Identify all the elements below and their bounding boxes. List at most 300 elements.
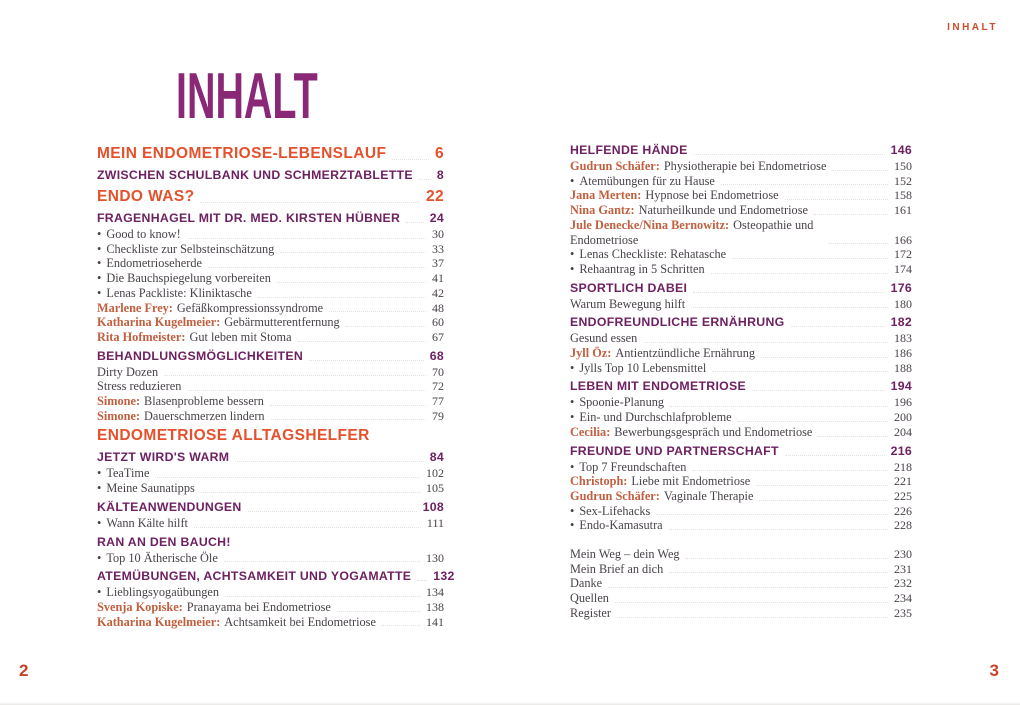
entry-page-number: 130 [426,550,444,565]
toc-entry [97,394,444,409]
entry-label [570,203,808,218]
entry-author-name: Rita Hofmeister: [97,329,186,344]
entry-page-number: 72 [432,379,444,394]
dotted-leader [712,371,888,372]
toc-entry [570,576,912,591]
toc-entry [97,426,444,445]
toc-entry [570,203,912,218]
entry-page-number: 41 [432,271,444,286]
toc-entry [570,262,912,277]
entry-label [97,330,292,345]
entry-author-name: Gudrun Schäfer: [570,159,660,173]
dotted-leader [208,267,426,268]
entry-page-number: 225 [894,488,912,503]
entry-text: Pranayama bei Endometriose [186,599,331,614]
entry-label [570,562,663,577]
entry-label [97,466,149,481]
entry-page-number: 232 [894,576,912,591]
entry-label [570,346,755,361]
entry-text: Danke [570,576,603,591]
entry-label [97,144,386,163]
dotted-leader [337,611,420,612]
bullet-icon: • [570,261,575,276]
dotted-leader [392,159,429,160]
entry-label [97,301,323,316]
entry-text: Good to know! [106,227,181,241]
entry-text: ENDOFREUNDLICHE ERNÄHRUNG [570,315,785,330]
entry-text: Antientzündliche Ernährung [615,346,755,361]
entry-text: Sex-Lifehacks [579,503,651,518]
entry-author-name: Cecilia: [570,424,611,439]
toc-right-column [570,142,912,621]
toc-entry [570,346,912,361]
entry-label [97,426,370,445]
entry-text: Stress reduzieren [97,379,182,394]
entry-page-number: 174 [894,261,912,276]
entry-label [97,187,194,206]
entry-label [97,600,331,615]
entry-page-number: 70 [432,364,444,379]
bullet-icon: • [570,503,575,518]
dotted-leader [818,436,888,437]
toc-entry [570,474,912,489]
dotted-leader [670,406,888,407]
entry-label [570,460,686,475]
entry-label [570,425,812,440]
toc-entry [570,504,912,519]
entry-text: KÄLTEANWENDUNGEN [97,499,242,514]
dotted-leader [248,511,417,512]
entry-label [97,516,188,531]
dotted-leader [271,419,426,420]
dotted-leader [346,326,426,327]
entry-text: Spoonie-Planung [579,395,665,410]
entry-page-number: 6 [434,145,444,162]
toc-entry [570,489,912,504]
entry-page-number: 216 [890,443,912,458]
entry-author-name: Marlene Frey: [97,300,173,315]
toc-entry [570,159,912,174]
entry-text: Dauerschmerzen lindern [144,408,265,423]
dotted-leader [711,273,888,274]
dotted-leader [187,390,426,391]
entry-text: Lenas Packliste: Kliniktasche [106,285,252,300]
entry-page-number: 200 [894,410,912,425]
dotted-leader [615,602,888,603]
entry-label [97,256,202,271]
entry-author-name: Svenja Kopiske: [97,599,183,614]
entry-page-number: 102 [426,466,444,481]
entry-author-name: Katharina Kugelmeier: [97,614,221,629]
entry-label [570,247,726,262]
dotted-leader [419,179,431,180]
entry-page-number: 234 [894,591,912,606]
entry-text: Lenas Checkliste: Rehatasche [579,247,727,262]
toc-entry [97,210,444,226]
entry-label [97,167,413,183]
entry-page-number: 231 [894,561,912,576]
entry-label [97,227,181,242]
toc-entry [570,142,912,158]
dotted-leader [828,243,888,244]
entry-page-number: 194 [890,379,912,394]
entry-text: Rehaantrag in 5 Schritten [579,261,705,276]
entry-author-name: Simone: [97,394,141,409]
entry-text: Gesund essen [570,331,638,346]
dotted-leader [258,297,426,298]
toc-entry [97,286,444,301]
entry-text: Endometrioseherde [106,256,202,271]
entry-label [570,547,680,562]
toc-entry [97,409,444,424]
dotted-leader [752,390,885,391]
entry-text: LEBEN MIT ENDOMETRIOSE [570,379,747,394]
dotted-leader [406,222,424,223]
entry-label [97,615,376,630]
toc-entry [97,348,444,364]
dotted-leader [270,405,426,406]
dotted-leader [201,492,420,493]
entry-page-number: 221 [894,474,912,489]
entry-label [97,210,400,226]
page-title: INHALT [176,59,318,133]
entry-page-number: 235 [894,605,912,620]
toc-entry [570,378,912,394]
entry-text: Die Bauchspiegelung vorbereiten [106,271,271,286]
dotted-leader [417,580,427,581]
toc-entry [570,174,912,189]
dotted-leader [692,470,888,471]
dotted-leader [155,477,420,478]
entry-label [97,379,181,394]
toc-entry [570,297,912,312]
dotted-leader [200,202,419,203]
toc-entry [570,218,912,247]
entry-author-name: Jule Denecke/Nina Bernowitz: [570,217,730,232]
dotted-leader [791,326,885,327]
entry-page-number: 138 [426,599,444,614]
bullet-icon: • [570,459,575,474]
entry-text: Jylls Top 10 Lebensmittel [579,360,707,375]
dotted-leader [382,625,420,626]
toc-entry [570,361,912,376]
entry-page-number: 161 [894,203,912,218]
dotted-leader [656,514,888,515]
entry-text: Warum Bewegung hilft [570,296,686,311]
entry-label [570,331,637,346]
entry-label [570,378,746,394]
entry-text: Naturheilkunde und Endometriose [638,203,808,218]
entry-label [97,568,411,584]
entry-text: MEIN ENDOMETRIOSE-LEBENSLAUF [97,145,387,162]
running-head: INHALT [947,22,998,33]
bullet-icon: • [97,256,102,271]
entry-text: HELFENDE HÄNDE [570,143,688,157]
toc-entry [97,315,444,330]
bullet-icon: • [570,410,575,425]
toc-entry [97,271,444,286]
bullet-icon: • [570,518,575,533]
entry-label [570,504,650,519]
entry-author-name: Jana Merten: [570,188,642,203]
entry-author-name: Christoph: [570,474,628,489]
entry-text: Liebe mit Endometriose [631,474,751,489]
dotted-leader [785,199,888,200]
entry-label [570,218,822,247]
dotted-leader [669,529,888,530]
entry-label [570,576,602,591]
toc-entry [97,144,444,163]
bullet-icon: • [97,271,102,286]
toc-entry [97,499,444,515]
entry-text: RAN AN DEN BAUCH! [97,534,231,549]
entry-label [570,280,687,296]
dotted-leader [329,311,426,312]
entry-text: Lieblingsyogaübungen [106,585,220,600]
bullet-icon: • [97,481,102,496]
dotted-leader [693,292,884,293]
toc-entry [97,187,444,206]
dotted-leader [686,558,888,559]
entry-label [570,518,663,533]
dotted-leader [785,455,885,456]
entry-label [570,489,753,504]
entry-label [97,481,195,496]
entry-author-name: Nina Gantz: [570,203,635,218]
entry-text: Blasenprobleme bessern [144,394,264,409]
dotted-leader [277,282,426,283]
bullet-icon: • [97,285,102,300]
entry-page-number: 132 [433,569,455,584]
entry-page-number: 204 [894,424,912,439]
entry-page-number: 228 [894,518,912,533]
entry-page-number: 196 [894,395,912,410]
toc-left-column [97,144,455,629]
entry-text: TeaTime [106,466,150,481]
entry-label [570,262,705,277]
entry-text: Ein- und Durchschlafprobleme [579,410,732,425]
toc-entry [570,395,912,410]
entry-page-number: 182 [890,315,912,330]
bullet-icon: • [570,360,575,375]
dotted-leader [691,307,888,308]
entry-page-number: 150 [894,159,912,173]
entry-label [570,591,609,606]
entry-label [570,142,688,158]
entry-label [97,394,264,409]
entry-text: Gut leben mit Stoma [189,329,292,344]
toc-entry [97,365,444,380]
dotted-leader [617,617,888,618]
toc-entry [97,301,444,316]
entry-text: Top 10 Ätherische Öle [106,550,218,565]
bullet-icon: • [97,241,102,256]
toc-entry [97,481,444,496]
dotted-leader [164,375,426,376]
entry-label [570,174,715,189]
entry-text: Osteopathie und Endometriose [570,217,814,247]
entry-label [570,443,779,459]
entry-author-name: Gudrun Schäfer: [570,488,660,503]
toc-entry [97,534,444,550]
entry-page-number: 77 [432,394,444,409]
toc-entry [97,330,444,345]
entry-page-number: 141 [426,614,444,629]
entry-text: Achtsamkeit bei Endometriose [224,614,376,629]
dotted-leader [832,170,888,171]
entry-page-number: 166 [894,232,912,247]
toc-entry [97,568,455,584]
entry-label [97,409,265,424]
bullet-icon: • [97,585,102,600]
toc-entry [97,466,444,481]
entry-author-name: Jyll Öz: [570,346,612,361]
toc-entry [97,256,444,271]
entry-label [570,361,706,376]
folio-right: 3 [989,661,999,680]
entry-label [97,242,274,257]
toc-entry [570,562,912,577]
dotted-leader [224,561,420,562]
entry-page-number: 79 [432,408,444,423]
entry-text: FREUNDE UND PARTNERSCHAFT [570,443,779,458]
entry-label [570,395,664,410]
toc-entry [570,331,912,346]
bullet-icon: • [97,227,102,241]
toc-entry [570,247,912,262]
entry-label [570,188,779,203]
dotted-leader [225,596,420,597]
entry-text: ATEMÜBUNGEN, ACHTSAMKEIT UND YOGAMATTE [97,569,412,584]
entry-text: ENDOMETRIOSE ALLTAGSHELFER [97,427,370,445]
entry-text: ENDO WAS? [97,188,195,205]
entry-page-number: 67 [432,329,444,344]
entry-page-number: 230 [894,547,912,562]
entry-page-number: 180 [894,296,912,311]
toc-entry [97,516,444,531]
entry-text: Mein Weg – dein Weg [570,547,680,562]
entry-page-number: 111 [426,515,444,530]
toc-entry [97,242,444,257]
toc-entry [570,314,912,330]
entry-page-number: 218 [894,459,912,474]
toc-entry [570,460,912,475]
entry-text: Physiotherapie bei Endometriose [663,159,827,173]
entry-text: Hypnose bei Endometriose [645,188,779,203]
entry-label [570,314,785,330]
dotted-leader [235,461,423,462]
bullet-icon: • [97,515,102,530]
entry-text: SPORTLICH DABEI [570,280,688,295]
entry-page-number: 134 [426,585,444,600]
entry-author-name: Katharina Kugelmeier: [97,315,221,330]
entry-label [97,585,219,600]
bullet-icon: • [97,550,102,565]
entry-text: Vaginale Therapie [663,488,754,503]
folio-left: 2 [19,661,29,680]
dotted-leader [694,154,885,155]
entry-label [97,315,340,330]
toc-entry [570,410,912,425]
toc-entry [570,188,912,203]
toc-entry [97,379,444,394]
toc-entry [97,585,444,600]
entry-page-number: 146 [890,143,912,157]
entry-page-number: 48 [432,300,444,315]
dotted-leader [721,184,888,185]
entry-label [97,449,229,465]
entry-text: Top 7 Freundschaften [579,459,687,474]
entry-text: Dirty Dozen [97,364,159,379]
entry-page-number: 105 [426,481,444,496]
entry-label [97,286,252,301]
toc-entry [97,167,444,183]
entry-label [570,297,685,312]
bullet-icon: • [570,247,575,262]
dotted-leader [738,421,888,422]
dotted-leader [194,527,421,528]
bullet-icon: • [570,173,575,188]
entry-page-number: 68 [429,348,444,363]
entry-text: Bewerbungsgespräch und Endometriose [614,424,813,439]
entry-label [570,474,750,489]
entry-page-number: 186 [894,346,912,361]
toc-entry [97,551,444,566]
entry-text: Gebärmutterentfernung [224,315,340,330]
entry-page-number: 60 [432,315,444,330]
entry-page-number: 33 [432,241,444,256]
entry-page-number: 8 [436,168,444,182]
entry-page-number: 42 [432,285,444,300]
dotted-leader [309,360,424,361]
entry-text: Mein Brief an dich [570,561,664,576]
entry-label [97,499,242,515]
entry-page-number: 24 [429,211,444,225]
entry-label [97,551,218,566]
entry-author-name: Simone: [97,408,141,423]
toc-entry [97,449,444,465]
entry-text: FRAGENHAGEL MIT DR. MED. KIRSTEN HÜBNER [97,211,401,225]
entry-page-number: 108 [422,499,444,514]
bullet-icon: • [97,466,102,481]
dotted-leader [187,238,426,239]
entry-page-number: 30 [432,227,444,241]
toc-entry [97,600,444,615]
entry-text: Wann Kälte hilft [106,515,188,530]
entry-text: Checkliste zur Selbsteinschätzung [106,241,275,256]
dotted-leader [732,258,888,259]
toc-entry [570,443,912,459]
entry-page-number: 188 [894,360,912,375]
entry-page-number: 158 [894,188,912,203]
entry-label [570,159,826,174]
entry-text: Quellen [570,591,609,606]
entry-page-number: 176 [890,280,912,295]
entry-page-number: 152 [894,173,912,188]
entry-page-number: 172 [894,247,912,262]
toc-entry [570,547,912,562]
dotted-leader [759,500,888,501]
entry-page-number: 37 [432,256,444,271]
entry-text: Meine Saunatipps [106,481,195,496]
entry-text: Atemübungen für zu Hause [579,173,715,188]
toc-entry [570,280,912,296]
toc-entry [570,425,912,440]
dotted-leader [814,214,888,215]
toc-entry [570,518,912,533]
entry-text: ZWISCHEN SCHULBANK UND SCHMERZTABLETTE [97,168,413,182]
entry-label [570,606,611,621]
